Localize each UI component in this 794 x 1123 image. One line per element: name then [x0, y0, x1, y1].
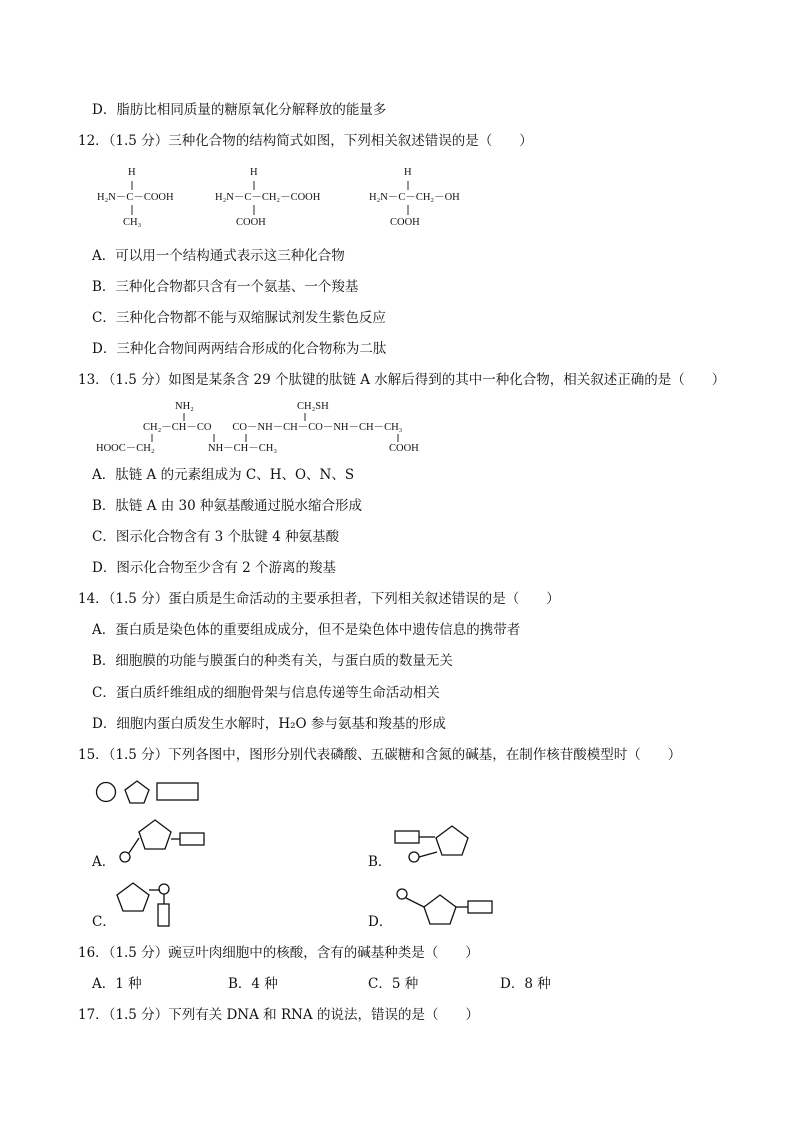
- s-nh2: NH₂: [175, 401, 194, 412]
- m2-top: H: [250, 167, 258, 178]
- b-pentose-icon: [436, 826, 468, 855]
- m3-bottom: COOH: [390, 217, 420, 228]
- s-row1: CH₂－CH－CO CO－NH－CH－CO－NH－CH－CH₃: [143, 422, 403, 433]
- q15-legend: [97, 781, 199, 803]
- c-pentose-icon: [117, 883, 149, 911]
- q11-option-d: D．脂肪比相同质量的糖原氧化分解释放的能量多: [92, 102, 387, 118]
- base-rectangle-icon: [157, 783, 198, 800]
- m3-top: H: [404, 167, 412, 178]
- q14-option-a: A．蛋白质是染色体的重要组成成分，但不是染色体中遗传信息的携带者: [92, 622, 521, 638]
- q13-option-a: A．肽链 A 的元素组成为 C、H、O、N、S: [92, 467, 355, 483]
- q13-option-c: C．图示化合物含有 3 个肽键 4 种氨基酸: [92, 529, 340, 545]
- q12-option-a: A．可以用一个结构通式表示这三种化合物: [92, 248, 345, 264]
- a-base-icon: [180, 833, 204, 845]
- q14-option-c: C．蛋白质纤维组成的细胞骨架与信息传递等生命活动相关: [92, 685, 440, 701]
- q13-stem: 13．（1.5 分）如图是某条含 29 个肽键的肽链 A 水解后得到的其中一种化合物，相关叙述正确的是（ ）: [78, 372, 726, 388]
- q15-label-a[interactable]: A．: [92, 854, 116, 870]
- q16-option-d[interactable]: D．8 种: [500, 976, 551, 992]
- q15-option-c-model[interactable]: [117, 883, 169, 926]
- q12-option-d: D．三种化合物间两两结合形成的化合物称为二肽: [92, 341, 387, 357]
- m1-top: H: [128, 167, 136, 178]
- c-base-icon: [158, 904, 169, 926]
- b-phosphate-icon: [409, 852, 419, 862]
- q16-option-a[interactable]: A．1 种: [92, 976, 142, 992]
- c-phosphate-icon: [159, 884, 169, 894]
- d-bond-phosphate: [406, 898, 424, 907]
- q12-option-c: C．三种化合物都不能与双缩脲试剂发生紫色反应: [92, 310, 386, 326]
- d-base-icon: [468, 901, 492, 913]
- q15-stem: 15．（1.5 分）下列各图中，图形分别代表磷酸、五碳糖和含氮的碱基，在制作核苷酸模型时（ ）: [78, 747, 682, 763]
- m1-bottom: CH₃: [123, 217, 142, 228]
- a-phosphate-icon: [120, 852, 130, 862]
- b-bond-phosphate: [419, 852, 437, 857]
- q12-option-b: B．三种化合物都只含有一个氨基、一个羧基: [92, 279, 359, 295]
- q15-option-d-model[interactable]: [397, 889, 492, 924]
- q16-option-c[interactable]: C．5 种: [368, 976, 419, 992]
- s-row2b: NH－CH－CH₃: [208, 443, 277, 454]
- s-ch2sh: CH₂SH: [297, 401, 329, 412]
- q15-label-b[interactable]: B．: [368, 854, 392, 870]
- s-row2a: HOOC－CH₂: [96, 443, 155, 454]
- q14-option-b: B．细胞膜的功能与膜蛋白的种类有关，与蛋白质的数量无关: [92, 653, 453, 669]
- d-pentose-icon: [424, 895, 456, 924]
- q13-option-b: B．肽链 A 由 30 种氨基酸通过脱水缩合形成: [92, 498, 363, 514]
- q16-option-b[interactable]: B．4 种: [228, 976, 278, 992]
- q15-option-b-model[interactable]: [395, 826, 468, 862]
- d-phosphate-icon: [397, 889, 407, 899]
- q17-stem: 17．（1.5 分）下列有关 DNA 和 RNA 的说法，错误的是（ ）: [78, 1007, 479, 1023]
- q16-stem: 16．（1.5 分）豌豆叶肉细胞中的核酸，含有的碱基种类是（ ）: [78, 945, 479, 961]
- q15-option-a-model[interactable]: [120, 820, 204, 862]
- q14-option-d: D．细胞内蛋白质发生水解时，H₂O 参与氨基和羧基的形成: [92, 716, 446, 732]
- q12-stem: 12．（1.5 分）三种化合物的结构简式如图，下列相关叙述错误的是（ ）: [78, 133, 533, 149]
- phosphate-circle-icon: [97, 783, 116, 802]
- q15-label-c[interactable]: C．: [92, 914, 116, 930]
- pentose-pentagon-icon: [125, 781, 149, 803]
- m1-mid: H₂N－C－COOH: [97, 192, 174, 203]
- a-pentose-icon: [139, 820, 171, 849]
- b-base-icon: [395, 831, 419, 843]
- a-bond-phosphate: [129, 838, 139, 853]
- q14-stem: 14．（1.5 分）蛋白质是生命活动的主要承担者，下列相关叙述错误的是（ ）: [78, 591, 560, 607]
- q15-label-d[interactable]: D．: [368, 914, 393, 930]
- s-cooh: COOH: [389, 443, 419, 454]
- m2-mid: H₂N－C－CH₂－COOH: [215, 192, 321, 203]
- m3-mid: H₂N－C－CH₂－OH: [369, 192, 460, 203]
- m2-bottom: COOH: [236, 217, 266, 228]
- q13-option-d: D．图示化合物至少含有 2 个游离的羧基: [92, 560, 336, 576]
